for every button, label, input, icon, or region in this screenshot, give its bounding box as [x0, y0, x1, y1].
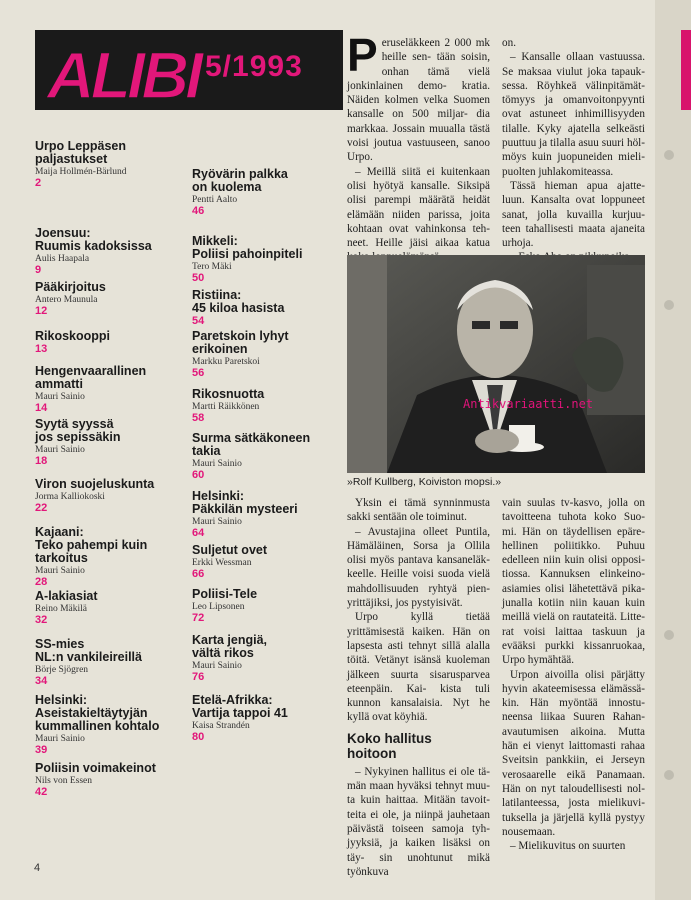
- toc-entry[interactable]: [35, 227, 185, 276]
- toc-entry-author: Erkki Wessman: [192, 558, 252, 568]
- paragraph: Yksin ei tämä synninmusta sakki sentään ole toiminut.: [347, 497, 490, 524]
- binding-hole: [664, 770, 674, 780]
- toc-entry-page: 14: [35, 402, 48, 414]
- toc-entry-page: 42: [35, 786, 48, 798]
- toc-entry-author: Leo Lipsonen: [192, 602, 245, 612]
- toc-entry-author: Mauri Sainio: [192, 661, 242, 671]
- toc-entry-title: Poliisin voimakeinot: [35, 761, 156, 775]
- paragraph: – Kansalle ollaan vastuussa. Se maksaa viulut joka tapauk- sessa. Röyhkeä välinpitämät- tömyys ja omanvoitonpyynti ovat astuneet inhimillisyyden tilalle. Kyky ajatella selkeästi puuttuu ja tilalla asuu suuri höl- möys kuin juopuneiden mieli- puolten juhlakomiteassa.: [502, 51, 645, 178]
- toc-entry-author: Börje Sjögren: [35, 665, 89, 675]
- toc-entry-page: 18: [35, 455, 48, 467]
- toc-entry[interactable]: [35, 418, 185, 467]
- toc-entry-page: 56: [192, 367, 205, 379]
- watermark: Antikvariaatti.net: [463, 397, 594, 411]
- toc-entry[interactable]: [35, 694, 185, 756]
- toc-entry-page: 76: [192, 671, 205, 683]
- toc-entry-author: Mauri Sainio: [35, 445, 85, 455]
- toc-entry[interactable]: [35, 590, 185, 626]
- toc-entry-author: Mauri Sainio: [35, 566, 85, 576]
- toc-entry[interactable]: [192, 388, 342, 424]
- toc-entry[interactable]: [35, 478, 185, 514]
- facing-page-pink-tab: [681, 30, 691, 110]
- toc-entry-author: Maija Hollmén-Bärlund: [35, 167, 127, 177]
- toc-entry[interactable]: [35, 526, 185, 588]
- paragraph: Tässä hieman apua ajatte- luun. Kansalta ovat loppuneet sanat, jolla kuvailla kurjuu- teen tahallisesti maata ajaneita urhoja.: [502, 179, 645, 250]
- toc-entry-author: Mauri Sainio: [35, 734, 85, 744]
- toc-entry[interactable]: [192, 289, 342, 327]
- toc-entry-title: Syytä syyssä jos sepissäkin: [35, 417, 121, 444]
- paragraph: Urpon aivoilla olisi pärjätty hyvin akateemisessa elämässä- kin. Hän myöntää innostu- neensa liikaa Suuren Rahan- avautumisen aikoina. Mutta hän ei vienyt laittomasti rahaa Sveitsin pankkiin, ei Jerseyn verosaarelle eikä Panamaan. Hän on nyt taloudellisesti nol- latilanteessa, josta mielikuvi- tuksella ja järjellä kyllä pystyy nousemaan.: [502, 668, 645, 838]
- toc-entry-title: Helsinki: Päkkilän mysteeri: [192, 489, 298, 516]
- toc-entry[interactable]: [192, 432, 342, 481]
- binding-hole: [664, 150, 674, 160]
- toc-entry[interactable]: [35, 762, 185, 798]
- toc-entry-title: Suljetut ovet: [192, 543, 268, 557]
- toc-entry-author: Markku Paretskoi: [192, 357, 260, 367]
- masthead: [35, 30, 343, 110]
- article-subheading: Koko hallitus hoitoon: [347, 730, 432, 761]
- toc-entry[interactable]: [35, 365, 185, 414]
- toc-entry-title: Ristiina: 45 kiloa hasista: [192, 288, 285, 315]
- toc-entry-author: Martti Räikkönen: [192, 402, 260, 412]
- paragraph: – Mielikuvitus on suurten: [510, 840, 626, 853]
- toc-entry-author: Tero Mäki: [192, 262, 232, 272]
- toc-entry-author: Reino Mäkilä: [35, 604, 87, 614]
- page-number: 4: [34, 862, 41, 874]
- toc-entry-title: Ryövärin palkka on kuolema: [192, 167, 288, 194]
- toc-entry-page: 72: [192, 612, 205, 624]
- toc-entry-author: Mauri Sainio: [192, 517, 242, 527]
- toc-entry-author: Pentti Aalto: [192, 195, 238, 205]
- paragraph: – Avustajina olleet Puntila, Hämäläinen, Sorsa ja Ollila olisi myös pantava kansaneläk- keelle. Heille voisi suoda vielä mahdollisuuden ryhtyä pien- yrittäjiksi, jos pystyisivät.: [347, 525, 490, 610]
- toc-entry[interactable]: [192, 544, 342, 580]
- binding-hole: [664, 300, 674, 310]
- binding-hole: [664, 630, 674, 640]
- toc-entry[interactable]: [35, 281, 185, 317]
- toc-entry[interactable]: [192, 168, 342, 217]
- toc-entry-title: Rikosnuotta: [192, 387, 265, 401]
- toc-entry-page: 13: [35, 343, 48, 355]
- paragraph: vain suulas tv-kasvo, jolla on tavoitteena tuhota koko Suo- mi. Hän on täydellisen epäre- hellinen poliitikko. Puhuu edelleen niin kuin olisi opposi- tiossa. Kannuksen elinkeino- asiamies olisi lähetettävä pika- junalla kotiin niin kauan kuin meillä vielä on rautateitä. Litte- rat voisi laittaa taskuun ja evääksi purkki kissanruokaa, Urpo hymähtää.: [502, 497, 645, 667]
- facing-page-edge: [655, 0, 691, 900]
- toc-entry-title: Urpo Leppäsen paljastukset: [35, 139, 126, 166]
- dropcap: P: [347, 29, 378, 81]
- toc-entry[interactable]: [192, 330, 342, 379]
- toc-entry[interactable]: [192, 490, 342, 539]
- toc-entry-page: 80: [192, 731, 205, 743]
- toc-entry-title: Etelä-Afrikka: Vartija tappoi 41: [192, 693, 288, 720]
- issue-number: 5/1993: [205, 50, 303, 83]
- toc-entry-page: 60: [192, 469, 205, 481]
- toc-entry-title: Hengenvaarallinen ammatti: [35, 364, 147, 391]
- toc-entry-title: Helsinki: Aseistakieltäytyjän kummallinen kohtalo: [35, 693, 160, 733]
- photo-caption: »Rolf Kullberg, Koiviston mopsi.»: [347, 476, 502, 488]
- alibi-logo: [45, 36, 215, 106]
- toc-entry-title: Pääkirjoitus: [35, 280, 106, 294]
- toc-entry-title: Kajaani: Teko pahempi kuin tarkoitus: [35, 525, 148, 565]
- toc-entry-page: 32: [35, 614, 48, 626]
- toc-entry[interactable]: [192, 634, 342, 683]
- paragraph: – Meillä siitä ei kuitenkaan olisi hyötyä kansalle. Siksipä olisi parempi määrätä heidät elämään niiden parissa, joita kohtaan ovat vahinkonsa teh- neet. Heille jäisi aikaa katua: [347, 165, 490, 250]
- toc-entry-author: Antero Maunula: [35, 295, 98, 305]
- toc-entry-title: A-lakiasiat: [35, 589, 98, 603]
- toc-entry-page: 58: [192, 412, 205, 424]
- toc-entry-title: Poliisi-Tele: [192, 587, 258, 601]
- toc-entry-page: 2: [35, 177, 42, 189]
- toc-entry[interactable]: [192, 235, 342, 284]
- toc-entry-page: 54: [192, 315, 205, 327]
- toc-entry-page: 50: [192, 272, 205, 284]
- toc-entry-author: Aulis Haapala: [35, 254, 90, 264]
- toc-entry-title: Joensuu: Ruumis kadoksissa: [35, 226, 152, 253]
- toc-entry-page: 66: [192, 568, 205, 580]
- paragraph: Urpo kyllä tietää yrittämisestä kaiken. Hän on lapsesta asti tehnyt sillä alalla töitä. Vetänyt isänsä kuoleman jälkeen suurta sisarusparvea eteenpäin. Kai- kista tuli kunnon kansalaisia. Nyt he kyllä ovat köyhiä.: [347, 611, 490, 724]
- toc-entry-page: 28: [35, 576, 48, 588]
- article-col2-bottom: [502, 496, 645, 853]
- toc-entry[interactable]: [192, 694, 342, 743]
- toc-entry-title: Rikoskooppi: [35, 329, 111, 343]
- logo-text: ALIBI: [47, 38, 200, 106]
- toc-entry-page: 9: [35, 264, 42, 276]
- paragraph: – Nykyinen hallitus ei ole tä- män maan hyväksi tehnyt muu- ta kuin haittaa. Mitään tavoit- teita ei ole, ja niinpä jauhetaan päivästä toiseen samoja tyh- jyyksiä, ja kaiken lisäksi on täy- sin unohtunut mikä työnkuva: [347, 765, 490, 878]
- toc-entry-page: 22: [35, 502, 48, 514]
- toc-entry-author: Nils von Essen: [35, 776, 92, 786]
- toc-entry-page: 34: [35, 675, 48, 687]
- toc-entry-title: SS-mies NL:n vankileireillä: [35, 637, 142, 664]
- toc-entry-title: Paretskoin lyhyt erikoinen: [192, 329, 289, 356]
- toc-entry-author: Mauri Sainio: [192, 459, 242, 469]
- photo-rolf-kullberg: [347, 255, 645, 473]
- toc-entry-author: Jorma Kalliokoski: [35, 492, 105, 502]
- toc-entry-author: Kaisa Strandén: [192, 721, 250, 731]
- toc-entry-page: 12: [35, 305, 48, 317]
- toc-entry[interactable]: [35, 330, 185, 355]
- article-col1-bottom: [347, 496, 490, 879]
- toc-entry[interactable]: [35, 638, 185, 687]
- article-col1-top: [347, 29, 490, 265]
- toc-entry[interactable]: [192, 588, 342, 624]
- toc-entry-page: 39: [35, 744, 48, 756]
- toc-entry-title: Surma sätkäkoneen takia: [192, 431, 311, 458]
- toc-entry-title: Mikkeli: Poliisi pahoinpiteli: [192, 234, 303, 261]
- toc-entry[interactable]: [35, 140, 185, 189]
- toc-entry-author: Mauri Sainio: [35, 392, 85, 402]
- paragraph: on.: [502, 37, 516, 49]
- toc-entry-page: 46: [192, 205, 205, 217]
- paragraph: eruseläkkeen 2 000 mk heille sen- tään soisin, onhan tämä vielä jonkinlainen demo- kratia. Näiden kolmen velka Suomen kansalle on 500 miljar- dia markkaa. Jossain muualla tästä voisi joutua vastuuseen, sanoo Urpo.: [347, 37, 490, 164]
- toc-entry-page: 64: [192, 527, 205, 539]
- portrait-image: [347, 255, 645, 473]
- toc-entry-title: Karta jengiä, vältä rikos: [192, 633, 268, 660]
- toc-entry-title: Viron suojeluskunta: [35, 477, 155, 491]
- article-col2-top: [502, 36, 645, 265]
